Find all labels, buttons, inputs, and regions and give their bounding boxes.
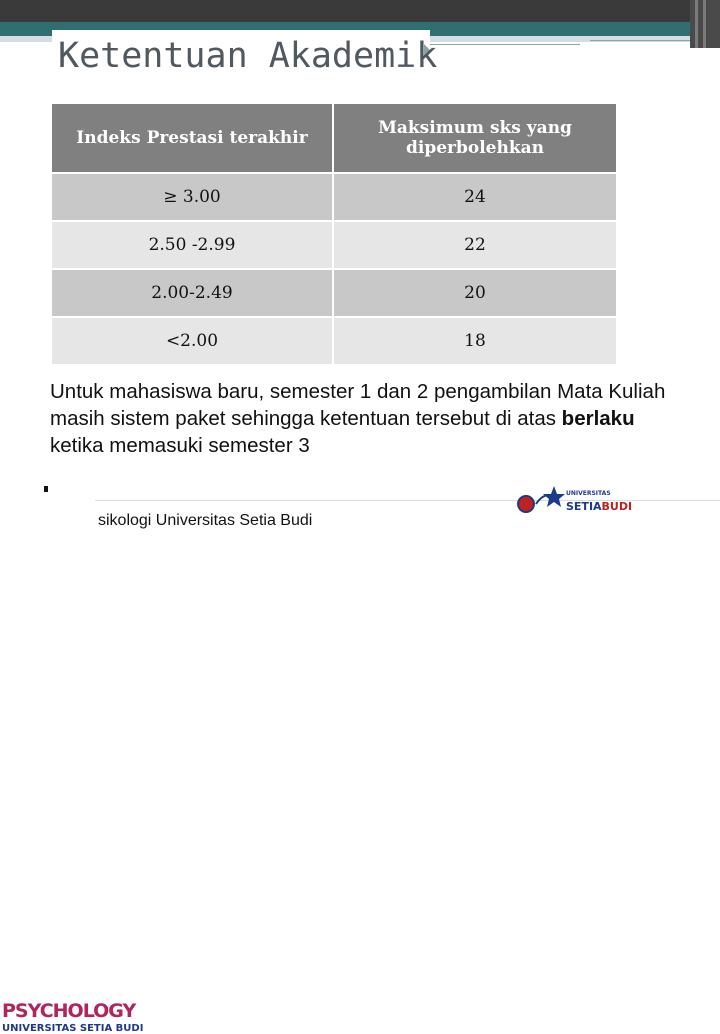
note-text: Untuk mahasiswa baru, semester 1 dan 2 pengambilan Mata Kuliah masih sistem paket sehingga ketentuan tersebut di atas bbox=[50, 380, 666, 430]
note-text: ketika memasuki semester 3 bbox=[50, 434, 310, 457]
setia-logo-caption: UNIVERSITAS bbox=[566, 490, 611, 497]
table-row bbox=[51, 221, 617, 269]
setia-logo-text bbox=[566, 500, 632, 513]
sks-table bbox=[50, 102, 618, 366]
table-row bbox=[51, 173, 617, 221]
table-header-row bbox=[51, 103, 617, 173]
psychology-logo bbox=[0, 500, 144, 1034]
column-header-sks: Maksimum sks yang diperbolehkan bbox=[333, 103, 617, 173]
header-corner-stripe bbox=[703, 0, 706, 48]
setia-logo-word: SETIA bbox=[566, 500, 602, 513]
table-cell-ip: 2.00-2.49 bbox=[51, 269, 333, 317]
table-row bbox=[51, 317, 617, 365]
header-band-dark bbox=[0, 0, 720, 22]
table-cell-sks: 20 bbox=[333, 269, 617, 317]
psychology-logo-text: PSYCHOLOGY bbox=[2, 1000, 136, 1022]
note-paragraph bbox=[50, 378, 670, 459]
table-cell-ip: <2.00 bbox=[51, 317, 333, 365]
column-header-ip: Indeks Prestasi terakhir bbox=[51, 103, 333, 173]
table-cell-ip: 2.50 -2.99 bbox=[51, 221, 333, 269]
note-emphasis: berlaku bbox=[561, 407, 635, 430]
footer-caption: sikologi Universitas Setia Budi bbox=[98, 512, 313, 529]
title-rule bbox=[430, 44, 580, 45]
table-cell-ip: ≥ 3.00 bbox=[51, 173, 333, 221]
psychology-logo-subtext: UNIVERSITAS SETIA BUDI bbox=[2, 1023, 144, 1034]
table-cell-sks: 22 bbox=[333, 221, 617, 269]
table-cell-sks: 24 bbox=[333, 173, 617, 221]
title-rule bbox=[590, 40, 690, 41]
table-cell-sks: 18 bbox=[333, 317, 617, 365]
budi-logo-word: BUDI bbox=[601, 500, 633, 513]
table-row bbox=[51, 269, 617, 317]
header-corner-stripe bbox=[695, 0, 698, 48]
bullet-marker bbox=[44, 486, 48, 492]
page-title: Ketentuan Akademik bbox=[58, 36, 438, 76]
